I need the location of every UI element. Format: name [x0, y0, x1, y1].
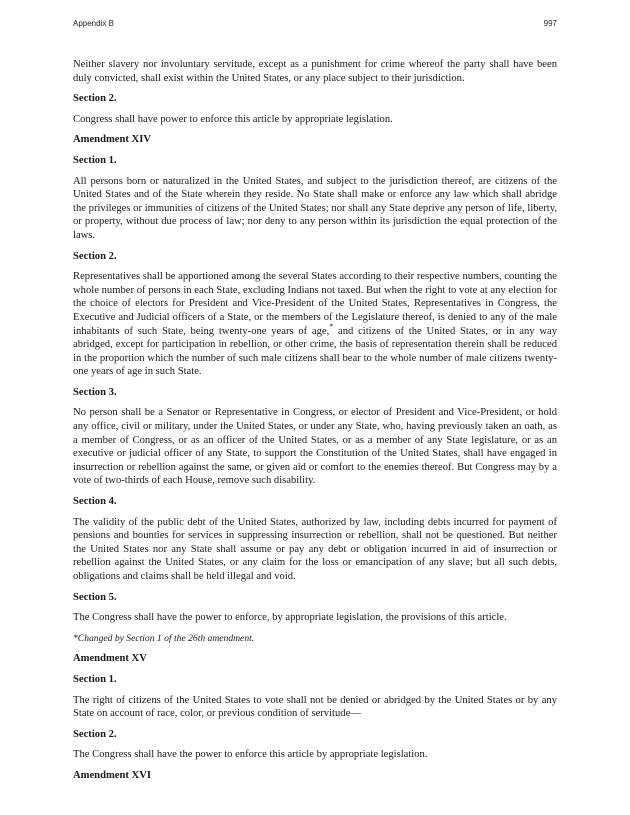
heading-amendment-xiv-section-3: Section 3.	[73, 386, 117, 398]
heading-amendment-xv: Amendment XV	[73, 653, 147, 665]
heading-amendment-xiv-section-2: Section 2.	[73, 250, 117, 262]
paragraph-amendment-xiii-section-2: Congress shall have power to enforce this article by appropriate legislation.	[73, 113, 393, 125]
heading-amendment-xv-section-1: Section 1.	[73, 673, 117, 685]
paragraph-amendment-xiv-section-3: No person shall be a Senator or Representative in Congress, or elector of President and Vice-President, or hold any office, civil or military, under the United States, or under any State, who, having previously taken an oath, as a member of Congress, or as an officer of the United States, or as a member of any State legislature, or as an executive or judicial officer of any State, to support the Constitution of the United States, shall have engaged in insurrection or rebellion against the same, or given aid or comfort to the enemies thereof. But Congress may by a vote of two-thirds of each House, remove such disability.	[73, 407, 557, 487]
heading-amendment-xiv: Amendment XIV	[73, 134, 151, 146]
paragraph-amendment-xiv-section-5: The Congress shall have the power to enforce, by appropriate legislation, the provisions of this article.	[73, 612, 507, 624]
heading-amendment-xvi: Amendment XVI	[73, 769, 151, 781]
paragraph-amendment-xiv-section-2-part-a: Representatives shall be apportioned among the several States according to their respective numbers, counting the whole number of persons in each State, excluding Indians not taxed. But when the right to vote at any election for the choice of electors for President and Vice-President of the United States, Representatives in Congress, the Executive and Judicial officers of a State, or the members of the Legislature thereof, is denied to any of the male inhabitants of such State, being twenty-one years of age,	[73, 271, 557, 337]
heading-amendment-xiv-section-5: Section 5.	[73, 591, 117, 603]
heading-amendment-xiii-section-2: Section 2.	[73, 93, 117, 105]
paragraph-amendment-xv-section-1: The right of citizens of the United States to vote shall not be denied or abridged by the United States or by any State on account of race, color, or previous condition of servitude—	[73, 694, 557, 720]
heading-amendment-xiv-section-4: Section 4.	[73, 496, 117, 508]
paragraph-amendment-xiv-section-2	[73, 270, 557, 379]
page-body	[73, 58, 557, 790]
paragraph-amendment-xiv-section-1: All persons born or naturalized in the United States, and subject to the jurisdiction thereof, are citizens of the United States and of the State wherein they reside. No State shall make or enforce any law which shall abridge the privileges or immunities of citizens of the United States; nor shall any State deprive any person of life, liberty, or property, without due process of law; nor deny to any person within its jurisdiction the equal protection of the laws.	[73, 175, 557, 241]
footnote-marker: *	[329, 321, 334, 331]
running-header	[73, 19, 557, 31]
paragraph-amendment-xiii-section-1: Neither slavery nor involuntary servitude, except as a punishment for crime whereof the party shall have been duly convicted, shall exist within the United States, or any place subject to their jurisdiction.	[73, 59, 557, 84]
paragraph-amendment-xiv-section-2-part-b: and citizens of the United States, or in any way abridged, except for participation in rebellion, or other crime, the basis of representation therein shall be reduced in the proportion which the number of such male citizens shall bear to the whole number of male citizens twenty-one years of age in such State.	[73, 325, 557, 378]
page-number: 997	[543, 19, 557, 28]
heading-amendment-xiv-section-1: Section 1.	[73, 154, 117, 166]
heading-amendment-xv-section-2: Section 2.	[73, 728, 117, 740]
running-header-title: Appendix B	[73, 19, 114, 28]
paragraph-amendment-xv-section-2: The Congress shall have the power to enforce this article by appropriate legislation.	[73, 749, 428, 761]
paragraph-amendment-xiv-section-4: The validity of the public debt of the United States, authorized by law, including debts incurred for payment of pensions and bounties for services in suppressing insurrection or rebellion, shall not be questioned. But neither the United States nor any State shall assume or pay any debt or obligation incurred in aid of insurrection or rebellion against the United States, or any claim for the loss or emancipation of any slave; but all such debts, obligations and claims shall be held illegal and void.	[73, 516, 557, 582]
footnote-26th-amendment: *Changed by Section 1 of the 26th amendment.	[73, 632, 255, 644]
